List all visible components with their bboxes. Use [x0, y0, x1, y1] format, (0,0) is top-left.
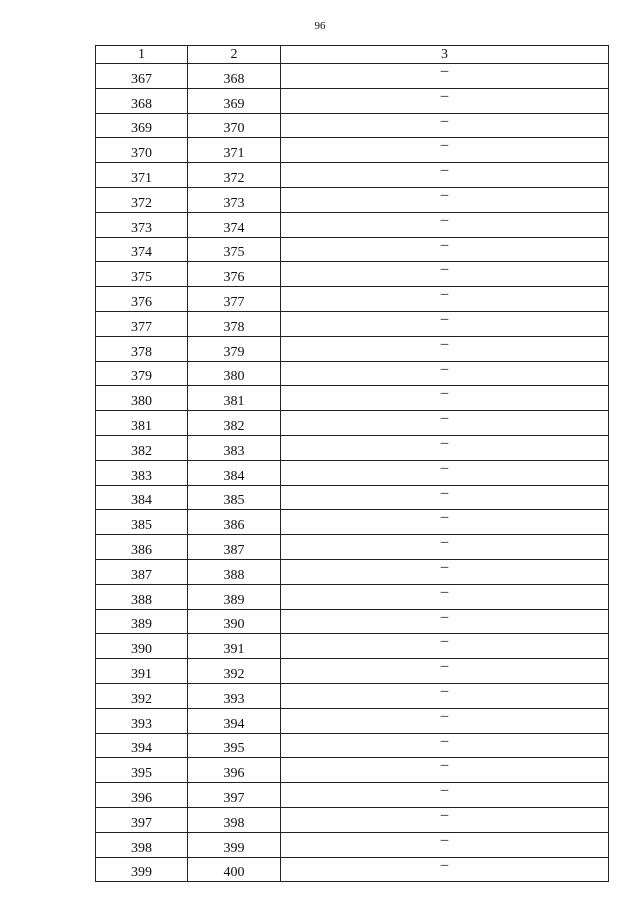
table-cell-col-2: 380: [188, 361, 281, 386]
table-cell-col-3: –: [281, 163, 609, 188]
table-cell-col-3: –: [281, 411, 609, 436]
header-cell-1: 1: [96, 46, 188, 64]
table-cell-col-1: 396: [96, 783, 188, 808]
header-cell-2: 2: [188, 46, 281, 64]
table-row: [96, 386, 609, 411]
table-cell-col-3: –: [281, 708, 609, 733]
table-row: [96, 113, 609, 138]
table-cell-col-2: 383: [188, 435, 281, 460]
table-cell-col-3: –: [281, 361, 609, 386]
table-cell-col-1: 398: [96, 832, 188, 857]
table-row: [96, 708, 609, 733]
table-row: [96, 88, 609, 113]
table-cell-col-3: –: [281, 336, 609, 361]
table-cell-col-2: 398: [188, 807, 281, 832]
table-cell-col-1: 381: [96, 411, 188, 436]
table-cell-col-2: 393: [188, 683, 281, 708]
table-cell-col-1: 389: [96, 609, 188, 634]
table-row: [96, 832, 609, 857]
table-cell-col-1: 372: [96, 187, 188, 212]
table-cell-col-3: –: [281, 733, 609, 758]
table-cell-col-3: –: [281, 386, 609, 411]
table-cell-col-1: 384: [96, 485, 188, 510]
table-cell-col-2: 387: [188, 535, 281, 560]
table-row: [96, 485, 609, 510]
table-row: [96, 336, 609, 361]
table-cell-col-1: 377: [96, 311, 188, 336]
table-cell-col-2: 373: [188, 187, 281, 212]
table-cell-col-3: –: [281, 311, 609, 336]
table-cell-col-1: 380: [96, 386, 188, 411]
table-cell-col-2: 385: [188, 485, 281, 510]
table-cell-col-2: 397: [188, 783, 281, 808]
table-cell-col-2: 370: [188, 113, 281, 138]
table-cell-col-3: –: [281, 559, 609, 584]
table-cell-col-3: –: [281, 758, 609, 783]
table-cell-col-3: –: [281, 187, 609, 212]
table-cell-col-2: 375: [188, 237, 281, 262]
table-cell-col-1: 383: [96, 460, 188, 485]
table-cell-col-1: 373: [96, 212, 188, 237]
table-cell-col-2: 382: [188, 411, 281, 436]
table-cell-col-2: 395: [188, 733, 281, 758]
table-cell-col-1: 368: [96, 88, 188, 113]
table-row: [96, 807, 609, 832]
header-row: [96, 46, 609, 64]
table-cell-col-1: 393: [96, 708, 188, 733]
table-cell-col-2: 390: [188, 609, 281, 634]
table-cell-col-3: –: [281, 659, 609, 684]
table-cell-col-2: 391: [188, 634, 281, 659]
table-cell-col-3: –: [281, 807, 609, 832]
table-cell-col-2: 392: [188, 659, 281, 684]
table-row: [96, 435, 609, 460]
table-row: [96, 138, 609, 163]
data-table: [95, 45, 609, 882]
table-cell-col-2: 372: [188, 163, 281, 188]
header-cell-3: 3: [281, 46, 609, 64]
table-row: [96, 584, 609, 609]
table-cell-col-2: 394: [188, 708, 281, 733]
table-row: [96, 783, 609, 808]
table-cell-col-1: 388: [96, 584, 188, 609]
table-cell-col-2: 400: [188, 857, 281, 882]
table-cell-col-3: –: [281, 634, 609, 659]
table-cell-col-1: 391: [96, 659, 188, 684]
table-cell-col-1: 395: [96, 758, 188, 783]
table-row: [96, 683, 609, 708]
table-cell-col-2: 399: [188, 832, 281, 857]
table-cell-col-1: 387: [96, 559, 188, 584]
table-row: [96, 411, 609, 436]
table-row: [96, 187, 609, 212]
table-body: [96, 64, 609, 882]
table-cell-col-2: 369: [188, 88, 281, 113]
table-cell-col-3: –: [281, 262, 609, 287]
table-cell-col-2: 368: [188, 64, 281, 89]
table-row: [96, 857, 609, 882]
table-cell-col-2: 376: [188, 262, 281, 287]
table-cell-col-1: 379: [96, 361, 188, 386]
table-row: [96, 609, 609, 634]
table-row: [96, 733, 609, 758]
table-cell-col-3: –: [281, 510, 609, 535]
table-cell-col-2: 374: [188, 212, 281, 237]
table-cell-col-1: 399: [96, 857, 188, 882]
table-row: [96, 237, 609, 262]
table-row: [96, 311, 609, 336]
table-cell-col-1: 392: [96, 683, 188, 708]
table-cell-col-1: 371: [96, 163, 188, 188]
table-row: [96, 262, 609, 287]
table-cell-col-1: 394: [96, 733, 188, 758]
table-cell-col-2: 396: [188, 758, 281, 783]
table-cell-col-1: 367: [96, 64, 188, 89]
table-cell-col-3: –: [281, 857, 609, 882]
table-cell-col-3: –: [281, 783, 609, 808]
table-cell-col-1: 375: [96, 262, 188, 287]
table-row: [96, 64, 609, 89]
table-cell-col-2: 377: [188, 287, 281, 312]
table-cell-col-3: –: [281, 435, 609, 460]
table-cell-col-3: –: [281, 138, 609, 163]
table-row: [96, 559, 609, 584]
table-header: [96, 46, 609, 64]
table-cell-col-2: 378: [188, 311, 281, 336]
table-cell-col-2: 388: [188, 559, 281, 584]
table-cell-col-1: 374: [96, 237, 188, 262]
table-row: [96, 212, 609, 237]
table-row: [96, 634, 609, 659]
table-cell-col-3: –: [281, 535, 609, 560]
table-row: [96, 758, 609, 783]
table-row: [96, 163, 609, 188]
table-row: [96, 460, 609, 485]
table-row: [96, 659, 609, 684]
table-cell-col-1: 390: [96, 634, 188, 659]
table-cell-col-1: 369: [96, 113, 188, 138]
table-cell-col-3: –: [281, 485, 609, 510]
table-cell-col-1: 397: [96, 807, 188, 832]
table-cell-col-2: 371: [188, 138, 281, 163]
table-row: [96, 287, 609, 312]
table-cell-col-3: –: [281, 64, 609, 89]
table-cell-col-3: –: [281, 683, 609, 708]
table-cell-col-1: 382: [96, 435, 188, 460]
table-cell-col-3: –: [281, 460, 609, 485]
table-cell-col-2: 379: [188, 336, 281, 361]
table-cell-col-1: 376: [96, 287, 188, 312]
table-cell-col-1: 385: [96, 510, 188, 535]
table-cell-col-3: –: [281, 237, 609, 262]
table-row: [96, 535, 609, 560]
table-row: [96, 361, 609, 386]
table-cell-col-2: 389: [188, 584, 281, 609]
table-cell-col-3: –: [281, 609, 609, 634]
table-cell-col-3: –: [281, 88, 609, 113]
table-cell-col-2: 384: [188, 460, 281, 485]
table-cell-col-2: 386: [188, 510, 281, 535]
table-cell-col-2: 381: [188, 386, 281, 411]
table-cell-col-3: –: [281, 113, 609, 138]
table-cell-col-3: –: [281, 832, 609, 857]
table-cell-col-3: –: [281, 287, 609, 312]
table-cell-col-1: 370: [96, 138, 188, 163]
table-cell-col-1: 378: [96, 336, 188, 361]
table-cell-col-3: –: [281, 584, 609, 609]
table-cell-col-3: –: [281, 212, 609, 237]
page-number: 96: [314, 20, 326, 32]
table-row: [96, 510, 609, 535]
table-cell-col-1: 386: [96, 535, 188, 560]
